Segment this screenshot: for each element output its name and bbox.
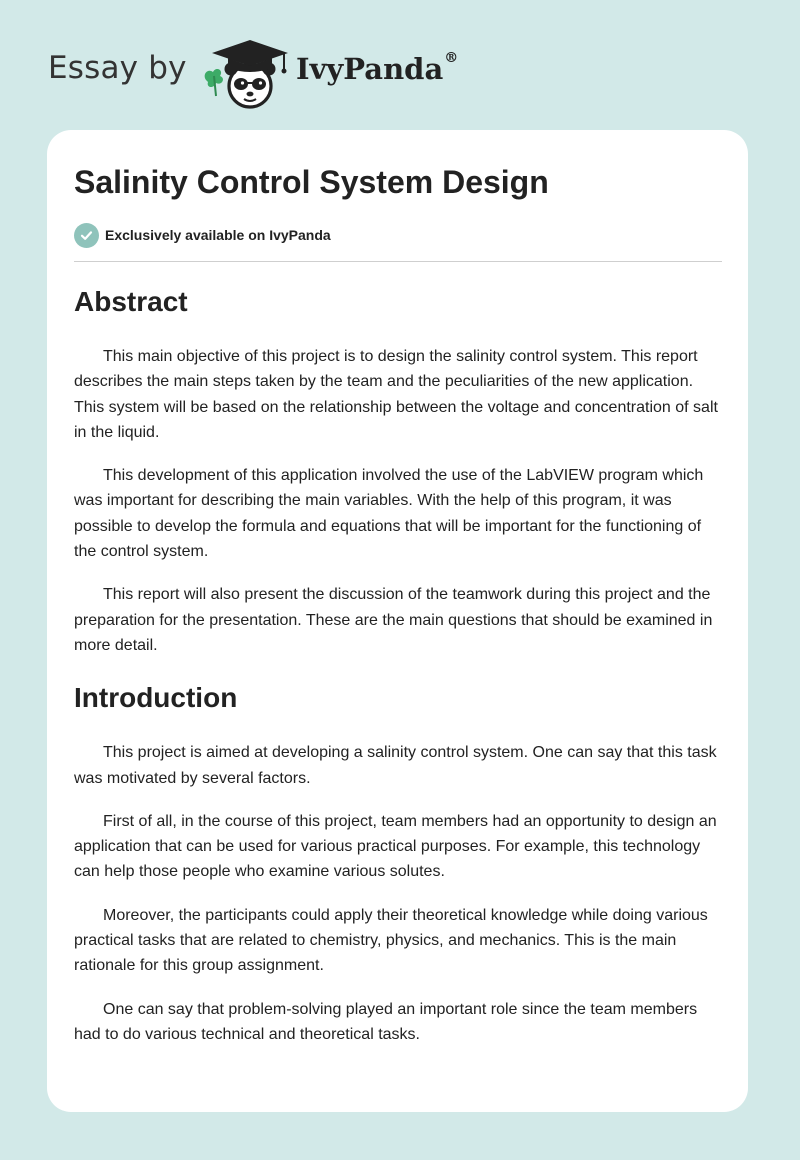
essay-by-label: Essay by <box>48 50 187 86</box>
panda-logo-icon[interactable] <box>200 36 296 110</box>
badge-text: Exclusively available on IvyPanda <box>105 227 331 243</box>
brand-name: IvyPanda <box>296 52 444 86</box>
introduction-paragraph-1: This project is aimed at developing a salinity control system. One can say that this task was motivated by several factors. <box>74 744 717 787</box>
brand-logotype[interactable] <box>296 52 458 86</box>
section-heading-introduction: Introduction <box>74 682 238 714</box>
introduction-paragraph-4: One can say that problem-solving played an important role since the team members had to do various technical and theoretical tasks. <box>74 1000 698 1043</box>
abstract-paragraph-1: This main objective of this project is to design the salinity control system. This report describes the main steps taken by the team and the peculiarities of the new application. This system will be based on the relationship between the voltage and concentration of salt in the liquid. <box>74 348 718 441</box>
introduction-paragraph-2: First of all, in the course of this project, team members had an opportunity to design an application that can be used for various practical purposes. For example, this technology can help those people who examine various solutes. <box>74 812 717 881</box>
page-title: Salinity Control System Design <box>74 164 549 200</box>
divider <box>74 261 722 262</box>
introduction-paragraph-3: Moreover, the participants could apply their theoretical knowledge while doing various practical tasks that are related to chemistry, physics, and mechanics. This is the main rationale for this group assignment. <box>74 906 708 975</box>
abstract-paragraph-2: This development of this application involved the use of the LabVIEW program which was important for describing the main variables. With the help of this program, it was possible to develop the formula and equations that will be important for the functioning of the control system. <box>74 467 704 561</box>
essay-body <box>74 278 726 1047</box>
registered-mark: ® <box>444 50 459 67</box>
exclusive-badge <box>74 222 331 248</box>
section-heading-abstract: Abstract <box>74 286 188 317</box>
abstract-paragraph-3: This report will also present the discussion of the teamwork during this project and the preparation for the presentation. These are the main questions that should be examined in more detail. <box>74 586 713 654</box>
check-circle-icon <box>74 223 99 248</box>
essay-card <box>47 130 748 1112</box>
site-header <box>0 0 800 130</box>
